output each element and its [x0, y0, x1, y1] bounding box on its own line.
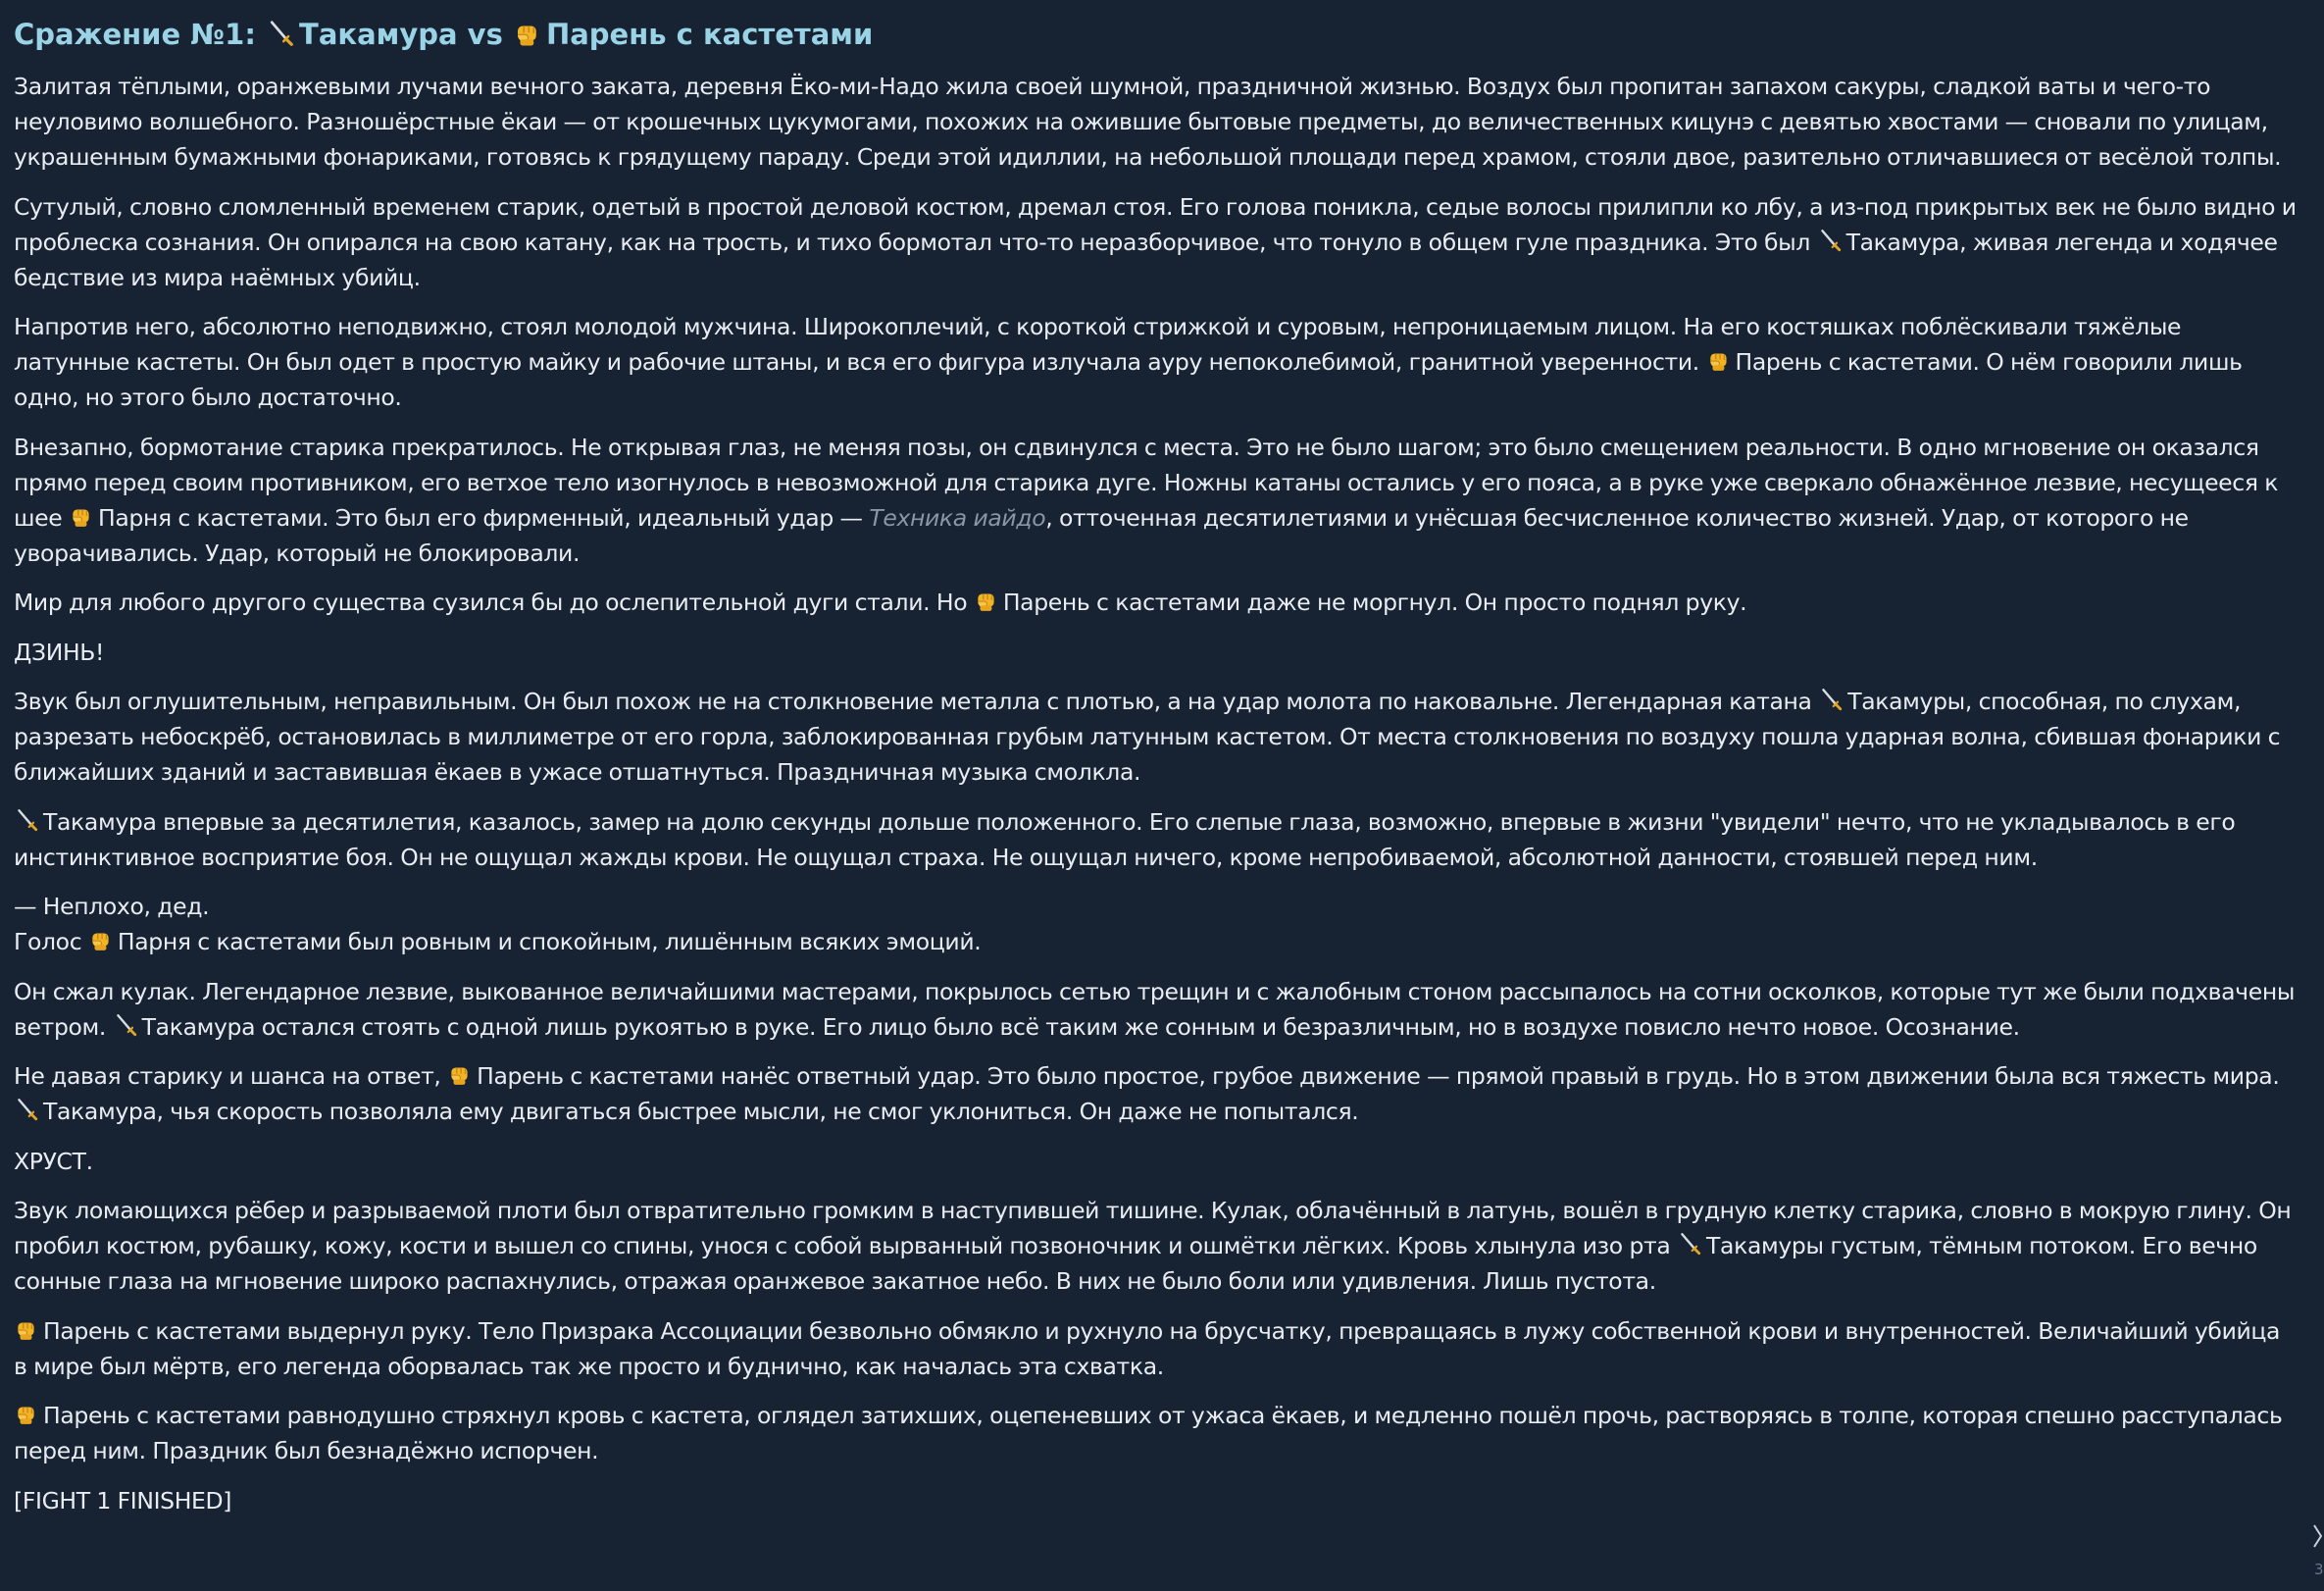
paragraph-11 — [14, 1058, 2299, 1129]
paragraph-text: Парня с кастетами был ровным и спокойным, лишённым всяких эмоций. — [117, 928, 982, 955]
fist-icon — [14, 1316, 39, 1342]
paragraph-text: Парень с кастетами равнодушно стряхнул кровь с кастета, оглядел затихших, оцепеневших от ужаса ёкаев, и медленно пошёл прочь, растворяясь в толпе, которая спешно расступалась перед ним. Праздник был безнадёжно испорчен. — [14, 1402, 2283, 1464]
paragraph-text: Он сжал кулак. Легендарное лезвие, выкованное величайшими мастерами, покрылось сетью трещин и с жалобным стоном рассыпалось на сотни осколков, которые тут же были подхвачены ветром. — [14, 977, 2296, 1041]
paragraph-text: Такамура, живая легенда и ходячее бедствие из мира наёмных убийц. — [14, 228, 2278, 291]
collapse-chevron-icon[interactable] — [2312, 1523, 2322, 1549]
paragraph-16 — [14, 1483, 2299, 1518]
paragraph-14 — [14, 1313, 2299, 1384]
title-vs: vs — [457, 18, 513, 51]
katana-icon — [1818, 687, 1844, 712]
paragraph-4 — [14, 430, 2299, 571]
title-fighter2: Парень с кастетами — [545, 18, 874, 51]
fist-icon — [69, 503, 94, 529]
page-title — [14, 14, 2299, 55]
paragraph-9 — [14, 889, 2299, 959]
paragraph-1 — [14, 69, 2299, 175]
katana-icon — [14, 1097, 39, 1122]
fist-icon — [14, 1401, 39, 1426]
katana-icon — [1677, 1231, 1702, 1257]
paragraph-7 — [14, 684, 2299, 790]
paragraph-text: Сутулый, словно сломленный временем старик, одетый в простой деловой костюм, дремал стоя. Его голова поникла, седые волосы прилипли ко лбу, а из-под прикрытых век не было видно и проблеска сознания. Он опирался на свою катану, как на трость, и тихо бормотал что-то неразборчивое, что тонуло в общем гуле праздника. Это был — [14, 192, 2297, 256]
katana-icon — [113, 1012, 138, 1038]
paragraph-2 — [14, 189, 2299, 295]
paragraph-12 — [14, 1144, 2299, 1179]
technique-name: Техника иайдо — [869, 503, 1046, 532]
paragraph-text: Парень с кастетами даже не моргнул. Он просто поднял руку. — [1002, 589, 1747, 616]
sound-effect: ХРУСТ. — [14, 1147, 93, 1175]
fist-icon — [447, 1061, 473, 1087]
paragraph-8 — [14, 804, 2299, 875]
paragraph-text: Такамура, чья скорость позволяла ему двигаться быстрее мысли, не смог уклониться. Он даже не попытался. — [43, 1098, 1359, 1125]
fist-icon — [513, 19, 542, 48]
katana-icon — [266, 19, 295, 48]
paragraph-5 — [14, 585, 2299, 620]
paragraph-13 — [14, 1193, 2299, 1299]
paragraph-text: Напротив него, абсолютно неподвижно, стоял молодой мужчина. Широкоплечий, с короткой стрижкой и суровым, непроницаемым лицом. На его костяшках поблёскивали тяжёлые латунные кастеты. Он был одет в простую майку и рабочие штаны, и вся его фигура излучала ауру непоколебимой, гранитной уверенности. — [14, 313, 2182, 376]
fist-icon — [88, 927, 114, 952]
paragraph-15 — [14, 1398, 2299, 1468]
paragraph-text: Такамура остался стоять с одной лишь рукоятью в руке. Его лицо было всё таким же сонным и безразличным, но в воздухе повисло нечто новое. Осознание. — [141, 1012, 2020, 1041]
katana-icon — [1817, 228, 1843, 253]
paragraph-text: Такамура впервые за десятилетия, казалось, замер на долю секунды дольше положенного. Его слепые глаза, возможно, впервые в жизни "увидели" нечто, что не укладывалось в его инстинктивное восприятие боя. Он не ощущал жажды крови. Не ощущал страха. Не ощущал ничего, кроме непробиваемой, абсолютной данности, стоявшей перед ним. — [14, 807, 2236, 871]
fight-finished-label: [FIGHT 1 FINISHED] — [14, 1486, 232, 1514]
paragraph-text: Парень с кастетами. О нём говорили лишь одно, но этого было достаточно. — [14, 348, 2243, 411]
fist-icon — [1706, 347, 1732, 373]
paragraph-text: Залитая тёплыми, оранжевыми лучами вечного заката, деревня Ёко-ми-Надо жила своей шумной, праздничной жизнью. Воздух был пропитан запахом сакуры, сладкой ваты и чего-то неуловимо волшебного. Разношёрстные ёкаи — от крошечных цукумогами, похожих на ожившие бытовые предметы, до величественных кицунэ с девятью хвостами — сновали по улицам, украшенным бумажными фонариками, готовясь к грядущему параду. Среди этой идиллии, на небольшой площади перед храмом, стояли двое, разительно отличавшиеся от весёлой толпы. — [14, 73, 2282, 171]
paragraph-text: Парень с кастетами нанёс ответный удар. Это было простое, грубое движение — прямой правый в грудь. Но в этом движении была вся тяжесть мира. — [477, 1062, 2280, 1090]
paragraph-text: Такамуры, способная, по слухам, разрезать небоскрёб, остановилась в миллиметре от его горла, заблокированная грубым латунным кастетом. От места столкновения по воздуху пошла ударная волна, сбившая фонарики с ближайших зданий и заставившая ёкаев в ужасе отшатнуться. Праздничная музыка смолкла. — [14, 688, 2281, 786]
title-prefix: Сражение №1: — [14, 18, 267, 51]
paragraph-text: Такамуры густым, тёмным потоком. Его вечно сонные глаза на мгновение широко распахнулись, отражая оранжевое закатное небо. В них не было боли или удивления. Лишь пустота. — [14, 1232, 2257, 1295]
paragraph-10 — [14, 974, 2299, 1045]
title-fighter1: Такамура — [299, 18, 458, 51]
paragraph-text: Парень с кастетами выдернул руку. Тело Призрака Ассоциации безвольно обмякло и рухнуло на брусчатку, превращаясь в лужу собственной крови и внутренностей. Величайший убийца в мире был мёртв, его легенда оборвалась так же просто и буднично, как началась эта схватка. — [14, 1316, 2281, 1380]
dialogue-line: — Неплохо, дед. — [14, 893, 210, 920]
paragraph-text: Голос — [14, 928, 88, 955]
paragraph-text: Мир для любого другого существа сузился бы до ослепительной дуги стали. Но — [14, 589, 974, 616]
fist-icon — [974, 588, 999, 613]
sound-effect: ДЗИНЬ! — [14, 638, 105, 666]
paragraph-text: , отточенная десятилетиями и унёсшая бесчисленное количество жизней. Удар, от которого не уворачивались. Удар, который не блокировали. — [14, 503, 2189, 567]
katana-icon — [14, 807, 39, 833]
paragraph-text: Внезапно, бормотание старика прекратилось. Не открывая глаз, не меняя позы, он сдвинулся с места. Это не было шагом; это было смещением реальности. В одно мгновение он оказался прямо перед своим противником, его ветхое тело изогнулось в невозможной для старика дуге. Ножны катаны остались у его пояса, а в руке уже сверкало обнажённое лезвие, несущееся к шее — [14, 433, 2279, 532]
paragraph-text: Не давая старику и шанса на ответ, — [14, 1062, 448, 1090]
paragraph-text: Парня с кастетами. Это был его фирменный, идеальный удар — — [98, 503, 870, 532]
paragraph-text: Звук был оглушительным, неправильным. Он был похож не на столкновение металла с плотью, а на удар молота по наковальне. Легендарная катана — [14, 688, 1819, 715]
story-container — [14, 14, 2299, 1532]
paragraph-3 — [14, 309, 2299, 415]
paragraph-6 — [14, 635, 2299, 670]
paragraph-text: Звук ломающихся рёбер и разрываемой плоти был отвратительно громким в наступившей тишине. Кулак, облачённый в латунь, вошёл в грудную клетку старика, словно в мокрую глину. Он пробил костюм, рубашку, кожу, кости и вышел со спины, унося с собой вырванный позвоночник и ошмётки лёгких. Кровь хлынула изо рта — [14, 1197, 2292, 1259]
edge-counter: 3 — [2314, 1561, 2324, 1578]
